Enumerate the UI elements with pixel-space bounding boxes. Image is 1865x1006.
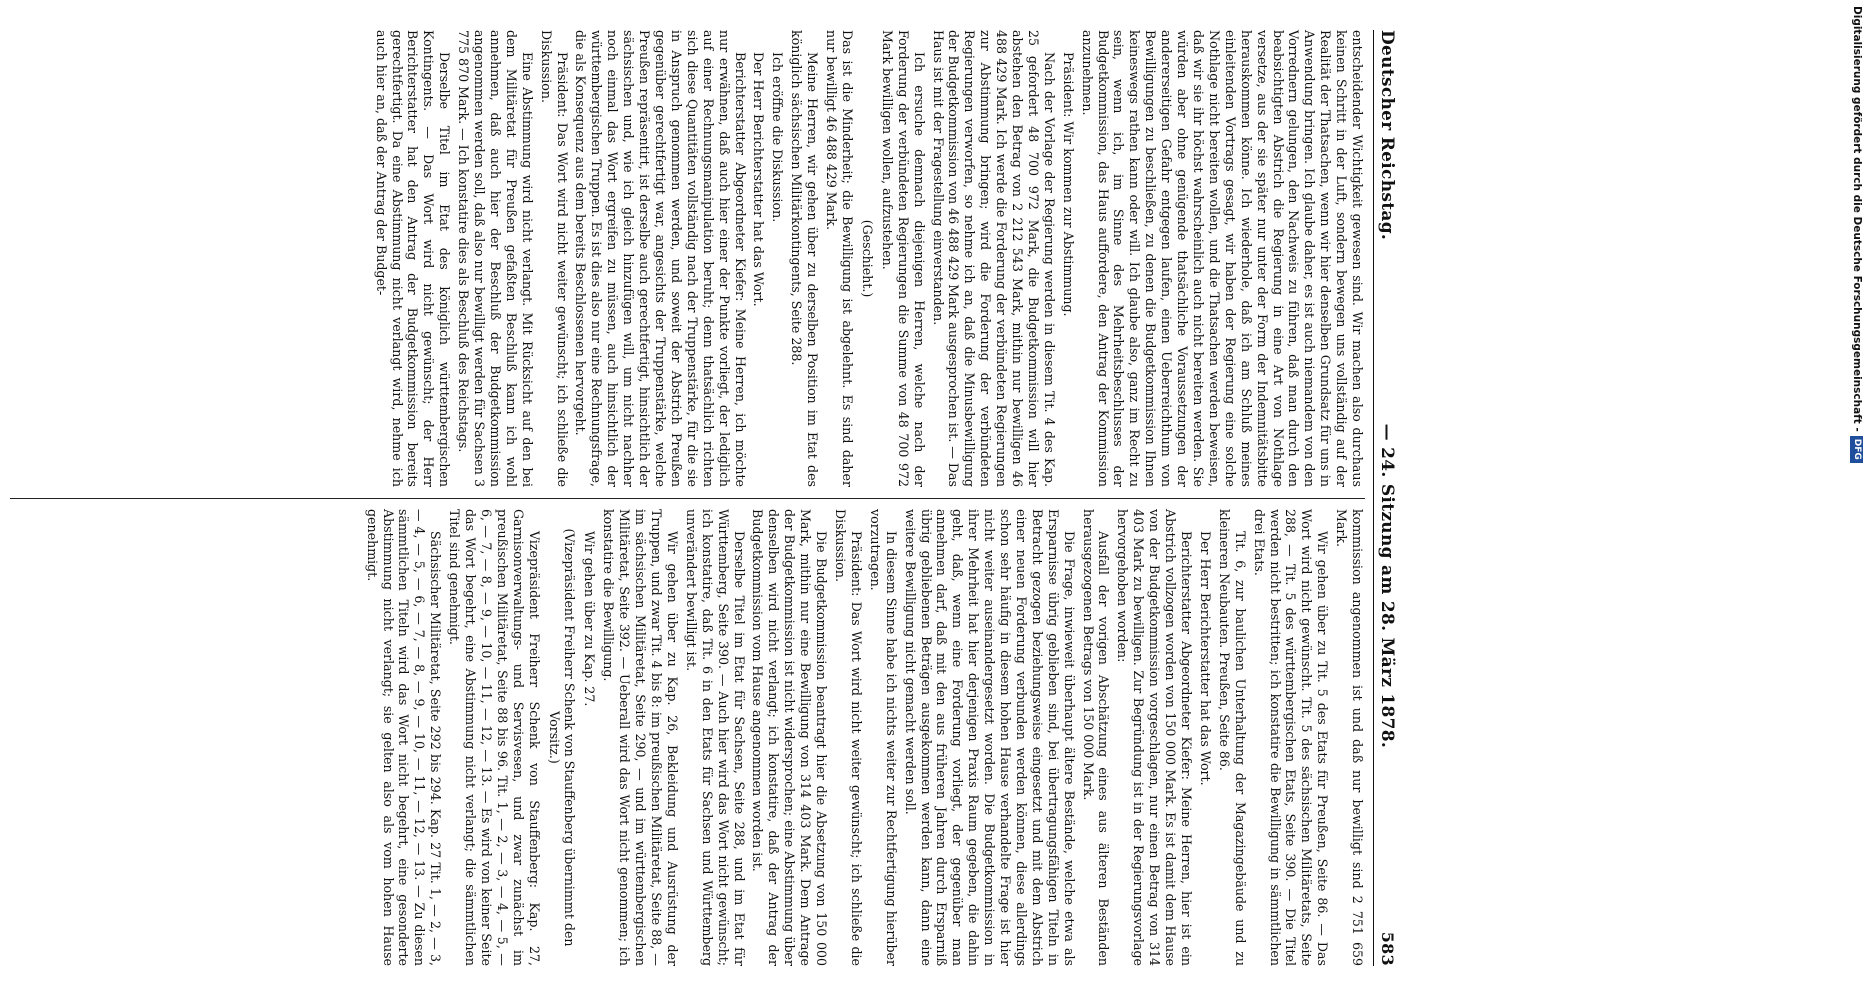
paragraph: Der Herr Berichterstatter hat das Wort.: [1197, 531, 1213, 786]
paragraph: Ausfall der vorigen Abschätzung eines aus älteren Beständen herausgezogenen Betrags von 150 000 Mark.: [1080, 509, 1112, 966]
paragraph: Ich eröffne die Diskussion.: [770, 52, 786, 223]
paragraph: Meine Herren, wir gehen über zu derselben Position im Etat des königlich sächsischen Militärkontingents, Seite 288.: [789, 30, 821, 487]
paragraph: Eine Abstimmung wird nicht verlangt. Mit Rücksicht auf den bei dem Militäretat für Preußen gefaßten Beschluß kann ich wohl annehmen, daß auch hier der Beschluß der Budgetkommission angenommen werden soll, daß also nur bewilligt werden für Sachsen 3 775 870 Mark. — Ich konstatire dies als Beschluß des Reichstags.: [456, 30, 535, 487]
paragraph: Nach der Vorlage der Regierung werden in diesem Tit. 4 des Kap. 25 gefordert 48 700 972 Mark, die Budgetkommission will hier abstehen den Betrag von 2 212 543 Mark, mithin nur bewilligen 46 488 429 Mark. Ich werde die Forderung der verbündeten Regierungen zur Abstimmung bringen; wird die Forderung der verbündeten Regierungen verworfen, so nehme ich an, daß die Minusbewilligung der Budgetkommission von 46 488 429 Mark ausgesprochen ist. — Das Haus ist mit der Fragestellung einverstanden.: [930, 30, 1057, 487]
paragraph: Präsident: Das Wort wird nicht weiter gewünscht; ich schließe die Diskussion.: [833, 509, 864, 966]
paragraph: In diesem Sinne habe ich nichts weiter zur Rechtfertigung hierüber vorzutragen.: [867, 509, 899, 966]
paragraph: Die Frage, inwieweit überhaupt ältere Bestände, welche etwa als Ersparnisse übrig geblieben sind, bei übertragungsfähigen Titeln in Betracht gezogen beziehungsweise eingesetzt und mit dem Abstrich einer neuen Forderung verbunden werden können, diese allerdings schon sehr häufig in diesem hohen Hause verhandelte Frage ist hier nicht weiter auseinandergesetzt worden. Die Budgetkommission in ihrer Mehrheit hat hier derjenigen Praxis Raum gegeben, die dahin geht, daß, wenn eine Forderung vorliegt, der gegenüber man annehmen darf, daß mit den aus früheren Jahren durch Ersparniß übrig gebliebenen Beträgen ausgekommen werden kann, dann eine weitere Bewilligung nicht gemacht werden soll.: [902, 509, 1077, 966]
paragraph: Vizepräsident Freiherr Schenk von Stauffenberg: Kap. 27, Garnisonverwaltungs- und Servisvesen, und zwar zunächst im preußischen Militäretat, Seite 88 bis 96. Tit. 1, — 2, — 3, — 4, — 5, — 6, — 7, — 8, — 9, — 10, — 11, — 12, — 13. — Es wird von keiner Seite das Wort begehrt, eine Abstimmung nicht verlangt; die sämmtlichen Titel sind genehmigt.: [447, 509, 542, 966]
paragraph: Sächsischer Militäretat, Seite 292 bis 294. Kap. 27 Tit. 1, — 2, — 3, — 4, — 5, — 6, — 7, — 8, — 9, — 10, — 11, — 12, — 13. — Zu diesen sämmtlichen Titeln wird das Wort nicht begehrt, eine gesonderte Abstimmung nicht verlangt; sie gelten also als vom hohen Hause genehmigt.: [364, 509, 444, 966]
paragraph: Berichterstatter Abgeordneter Kiefer: Meine Herren, ich möchte nur erwähnen, daß auch hier einer der Punkte vorliegt, der lediglich auf einer Rechnungsmanipulation beruht; denn thatsächlich richten sich diese Quantitäten vollständig nach der Truppenstärke, für die sie in Anspruch genommen werden, und soweit der Abstrich Preußen gegenüber gerechtfertigt war, angesichts der Truppenstärke, welche Preußen repräsentirt, ist derselbe auch gerechtfertigt, hinsichtlich der sächsischen und, wie ich gleich hinzufügen will, um nicht nachher noch einmal das Wort ergreifen zu müssen, auch hinsichtlich der württembergischen Truppen. Es ist dies also nur eine Rechnungsfrage, die als Konsequenz aus dem bereits Beschlossenen hervorgeht.: [573, 30, 748, 487]
paragraph: Wir gehen über zu Tit. 5 des Etats für Preußen, Seite 86. — Das Wort wird nicht gewünscht. Tit. 5 des sächsischen Militäretats, Seite 288, — Tit. 5 des württembergischen Etats, Seite 390. — Die Titel werden nicht bestritten; ich konstatire die Bewilligung in sämmtlichen drei Etats.: [1251, 509, 1331, 966]
paragraph: kommission angenommen ist und daß nur bewilligt sind 2 751 659 Mark.: [1334, 509, 1366, 966]
paragraph: Ich ersuche demnach diejenigen Herren, welche nach der Forderung der verbündeten Regierungen die Summe von 48 700 972 Mark bewilligen wollen, aufzustehen.: [879, 30, 927, 487]
paragraph: Präsident: Das Wort wird nicht weiter gewünscht; ich schließe die Diskussion.: [538, 30, 570, 487]
paragraph: Derselbe Titel im Etat für Sachsen, Seite 288, und im Etat für Württemberg, Seite 390. — Auch hier wird das Wort nicht gewünscht; ich konstatire, daß Tit. 6 in den Etats für Sachsen und Württemberg unverändert bewilligt ist.: [683, 509, 747, 966]
page-number: 583: [1378, 931, 1397, 966]
right-column: [10, 509, 1365, 966]
paragraph: Wir gehen über zu Kap. 26, Bekleidung und Ausrüstung der Truppen, und zwar Tit. 4 bis 8: im preußischen Militäretat, Seite 88, — im sächsischen Militäretat, Seite 290, — und im württembergischen Militäretat, Seite 392. — Ueberall wird das Wort nicht genommen; ich konstatire die Bewilligung.: [601, 509, 680, 966]
paragraph: (Vizepräsident Freiherr Schenk von Stauffenberg übernimmt den Vorsitz.): [546, 528, 578, 947]
paragraph: (Geschieht.): [859, 219, 875, 298]
dfg-watermark-strip: [1414, 0, 1432, 1000]
paragraph: Derselbe Titel im Etat des königlich württembergischen Kontingents. — Das Wort wird nicht gewünscht; der Herr Berichterstatter hat den Antrag der Budgetkommission bereits gerechtfertigt. Da eine Abstimmung nicht verlangt wird, nehme ich auch hier an, daß der Antrag der Budget-: [373, 30, 453, 487]
paragraph: Berichterstatter Abgeordneter Kiefer: Meine Herren, hier ist ein Abstrich vollzogen worden von 150 000 Mark. Es ist damit dem Hause von der Budgetkommission vorgeschlagen, nur einen Betrag von 314 403 Mark zu bewilligen. Zur Begründung ist in der Regierungsvorlage hervorgehoben worden:: [1115, 509, 1195, 966]
page-header: [1373, 30, 1397, 966]
paragraph: entscheidender Wichtigkeit gewesen sind. Wir machen also durchaus keinen Schritt in der Luft, sondern bewegen uns vollständig auf der Realität der Thatsachen, wenn wir hier denselben Grundsatz für uns in Anwendung bringen. Ich glaube daher, es ist auch niemandem von den Vorrednern gelungen, den Nachweis zu führen, daß man durch den beabsichtigten Abstrich die Regierung in eine Art von Nothlage versetze, aus der sie später nur unter der Form der Indemnitätsbitte herauskommen könne. Ich wiederhole, daß ich am Schluß meines einleitenden Vortrags gesagt, wir haben der Regierung eine solche Nothlage nicht bereiten wollen, und die Thatsachen werden beweisen, daß wir sie ihr höchst wahrscheinlich auch nicht bereiten werden. Sie würden aber ohne genügende thatsächliche Voraussetzungen der andererseitigen Gefahr entgegen laufen, einen Ueberreichthum von Bewilligungen zu beschließen, zu denen die Budgetkommission Ihnen keineswegs rathen kann oder will. Ich glaube also, ganz im Recht zu sein, wenn ich, im Sinne des Mehrheitsbeschlusses der Budgetkommission, das Haus auffordere, den Antrag der Kommission anzunehmen.: [1079, 30, 1366, 487]
left-column: [10, 30, 1365, 487]
dfg-watermark: [1849, 0, 1865, 1000]
dfg-watermark-text: Digitalisierung gefördert durch die Deutsche Forschungsgemeinschaft -: [1851, 6, 1863, 432]
paragraph: Der Herr Berichterstatter hat das Wort.: [751, 52, 767, 307]
paragraph: Tit. 6, zur baulichen Unterhaltung der Magazingebäude und zu kleineren Neubauten. Preußen, Seite 86.: [1216, 509, 1248, 966]
paragraph: Präsident: Wir kommen zur Abstimmung.: [1060, 52, 1076, 317]
text-columns: [10, 30, 1365, 966]
paragraph: Wir gehen über zu Kap. 27.: [582, 531, 598, 707]
header-title: — 24. Sitzung am 28. März 1878.: [1377, 423, 1397, 749]
header-left: Deutscher Reichstag.: [1377, 30, 1397, 241]
dfg-logo: DFG: [1851, 436, 1864, 463]
paragraph: Die Budgetkommission beantragt hier die Absetzung von 150 000 Mark, mithin nur eine Bewilligung von 314 403 Mark. Dem Antrage der Budgetkommission ist nicht widersprochen; eine Abstimmung über denselben wird nicht verlangt; ich konstatire, daß der Antrag der Budgetkommission vom Hause angenommen worden ist.: [750, 509, 830, 966]
paragraph: Das ist die Minderheit; die Bewilligung ist abgelehnt. Es sind daher nur bewilligt 46 488 429 Mark.: [824, 30, 855, 487]
